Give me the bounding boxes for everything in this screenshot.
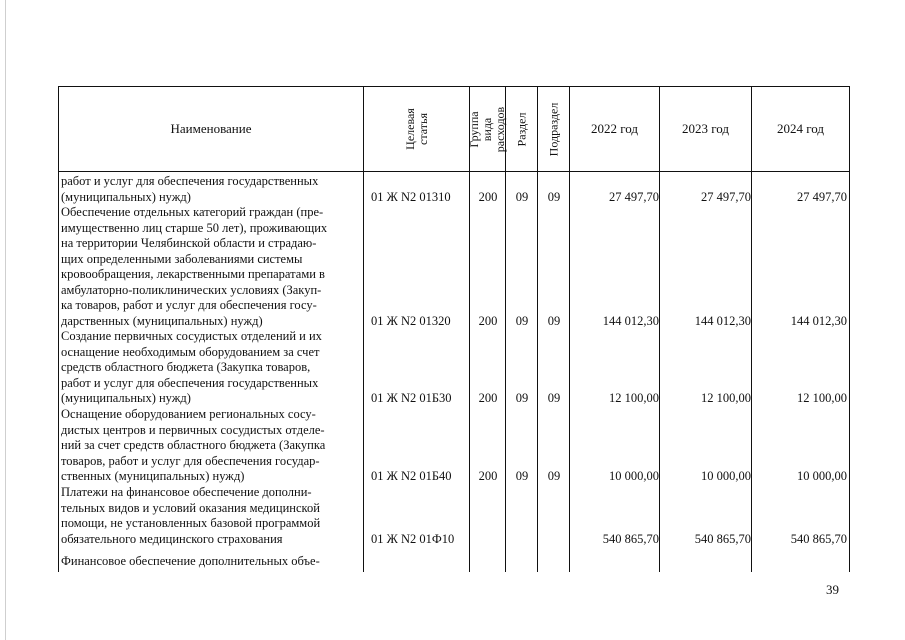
header-target-article: Целевая статья [402, 108, 430, 150]
section: 09 [515, 391, 529, 405]
amount-2024: 10 000,00 [797, 469, 847, 483]
amount-2023: 12 100,00 [701, 391, 751, 405]
amount-2024: 12 100,00 [797, 391, 847, 405]
row-name: Обеспечение отдельных категорий граждан (пре- имущественно лиц старше 50 лет), проживающих на территории Челябинской области и страдаю- щих определенными заболеваниями системы кровообращения, лекарственными препаратами в амбулаторно-поликлинических условиях (Закуп- ка товаров, работ и услуг для обеспечения госу- дарственных (муниципальных) нужд) [61, 205, 328, 328]
expense-group: 200 [478, 189, 498, 204]
target-article-code: 01 Ж N2 01Б30 [371, 391, 452, 405]
row-name: Создание первичных сосудистых отделений и их оснащение необходимым оборудованием за счет средств областного бюджета (Закупка товаров, работ и услуг для обеспечения государственных (муниципальных) нужд) [61, 329, 322, 405]
amount-2022: 27 497,70 [609, 189, 659, 204]
target-article-code: 01 Ж N2 01Ф10 [371, 531, 455, 546]
section: 09 [515, 189, 529, 204]
header-expense-group: Группа вида расходов [467, 106, 507, 152]
target-article-code: 01 Ж N2 01Б40 [371, 469, 452, 483]
amount-2022: 540 865,70 [602, 531, 659, 546]
section: 09 [515, 469, 529, 483]
amount-2023: 10 000,00 [701, 469, 751, 483]
page-edge-line [5, 0, 6, 640]
amount-2022: 10 000,00 [609, 469, 659, 483]
amount-2024: 540 865,70 [790, 531, 847, 546]
header-year-2024: 2024 год [777, 121, 824, 136]
row-name: Финансовое обеспечение дополнительных объе- [61, 554, 320, 568]
amount-2023: 27 497,70 [701, 189, 751, 204]
target-article-code: 01 Ж N2 01310 [371, 189, 451, 204]
subsection: 09 [547, 313, 561, 328]
header-name: Наименование [170, 121, 252, 136]
amount-2023: 540 865,70 [694, 531, 751, 546]
header-divider [59, 171, 849, 172]
amount-2023: 144 012,30 [694, 313, 751, 328]
expense-group: 200 [478, 391, 498, 405]
row-name: Платежи на финансовое обеспечение дополни- тельных видов и условий оказания медицинской помощи, не установленных базовой программой обязательного медицинского страхования [61, 485, 321, 546]
expense-group: 200 [478, 469, 498, 483]
target-article-code: 01 Ж N2 01320 [371, 313, 451, 328]
amount-2024: 144 012,30 [790, 313, 847, 328]
amount-2022: 12 100,00 [609, 391, 659, 405]
budget-table [58, 86, 850, 572]
subsection: 09 [547, 469, 561, 483]
amount-2024: 27 497,70 [797, 189, 847, 204]
expense-group: 200 [478, 313, 498, 328]
subsection: 09 [547, 391, 561, 405]
subsection: 09 [547, 189, 561, 204]
row-name: работ и услуг для обеспечения государственных (муниципальных) нужд) [61, 174, 319, 204]
amount-2022: 144 012,30 [602, 313, 659, 328]
row-name: Оснащение оборудованием региональных сосу- дистых центров и первичных сосудистых отделе- ний за счет средств областного бюджета (Закупка товаров, работ и услуг для обеспечения государ- ственных (муниципальных) нужд) [61, 407, 326, 483]
header-year-2023: 2023 год [682, 121, 729, 136]
section: 09 [515, 313, 529, 328]
header-year-2022: 2022 год [591, 121, 638, 136]
header-section: Раздел [514, 112, 529, 146]
header-subsection: Подраздел [546, 102, 561, 156]
page-number: 39 [826, 582, 839, 597]
